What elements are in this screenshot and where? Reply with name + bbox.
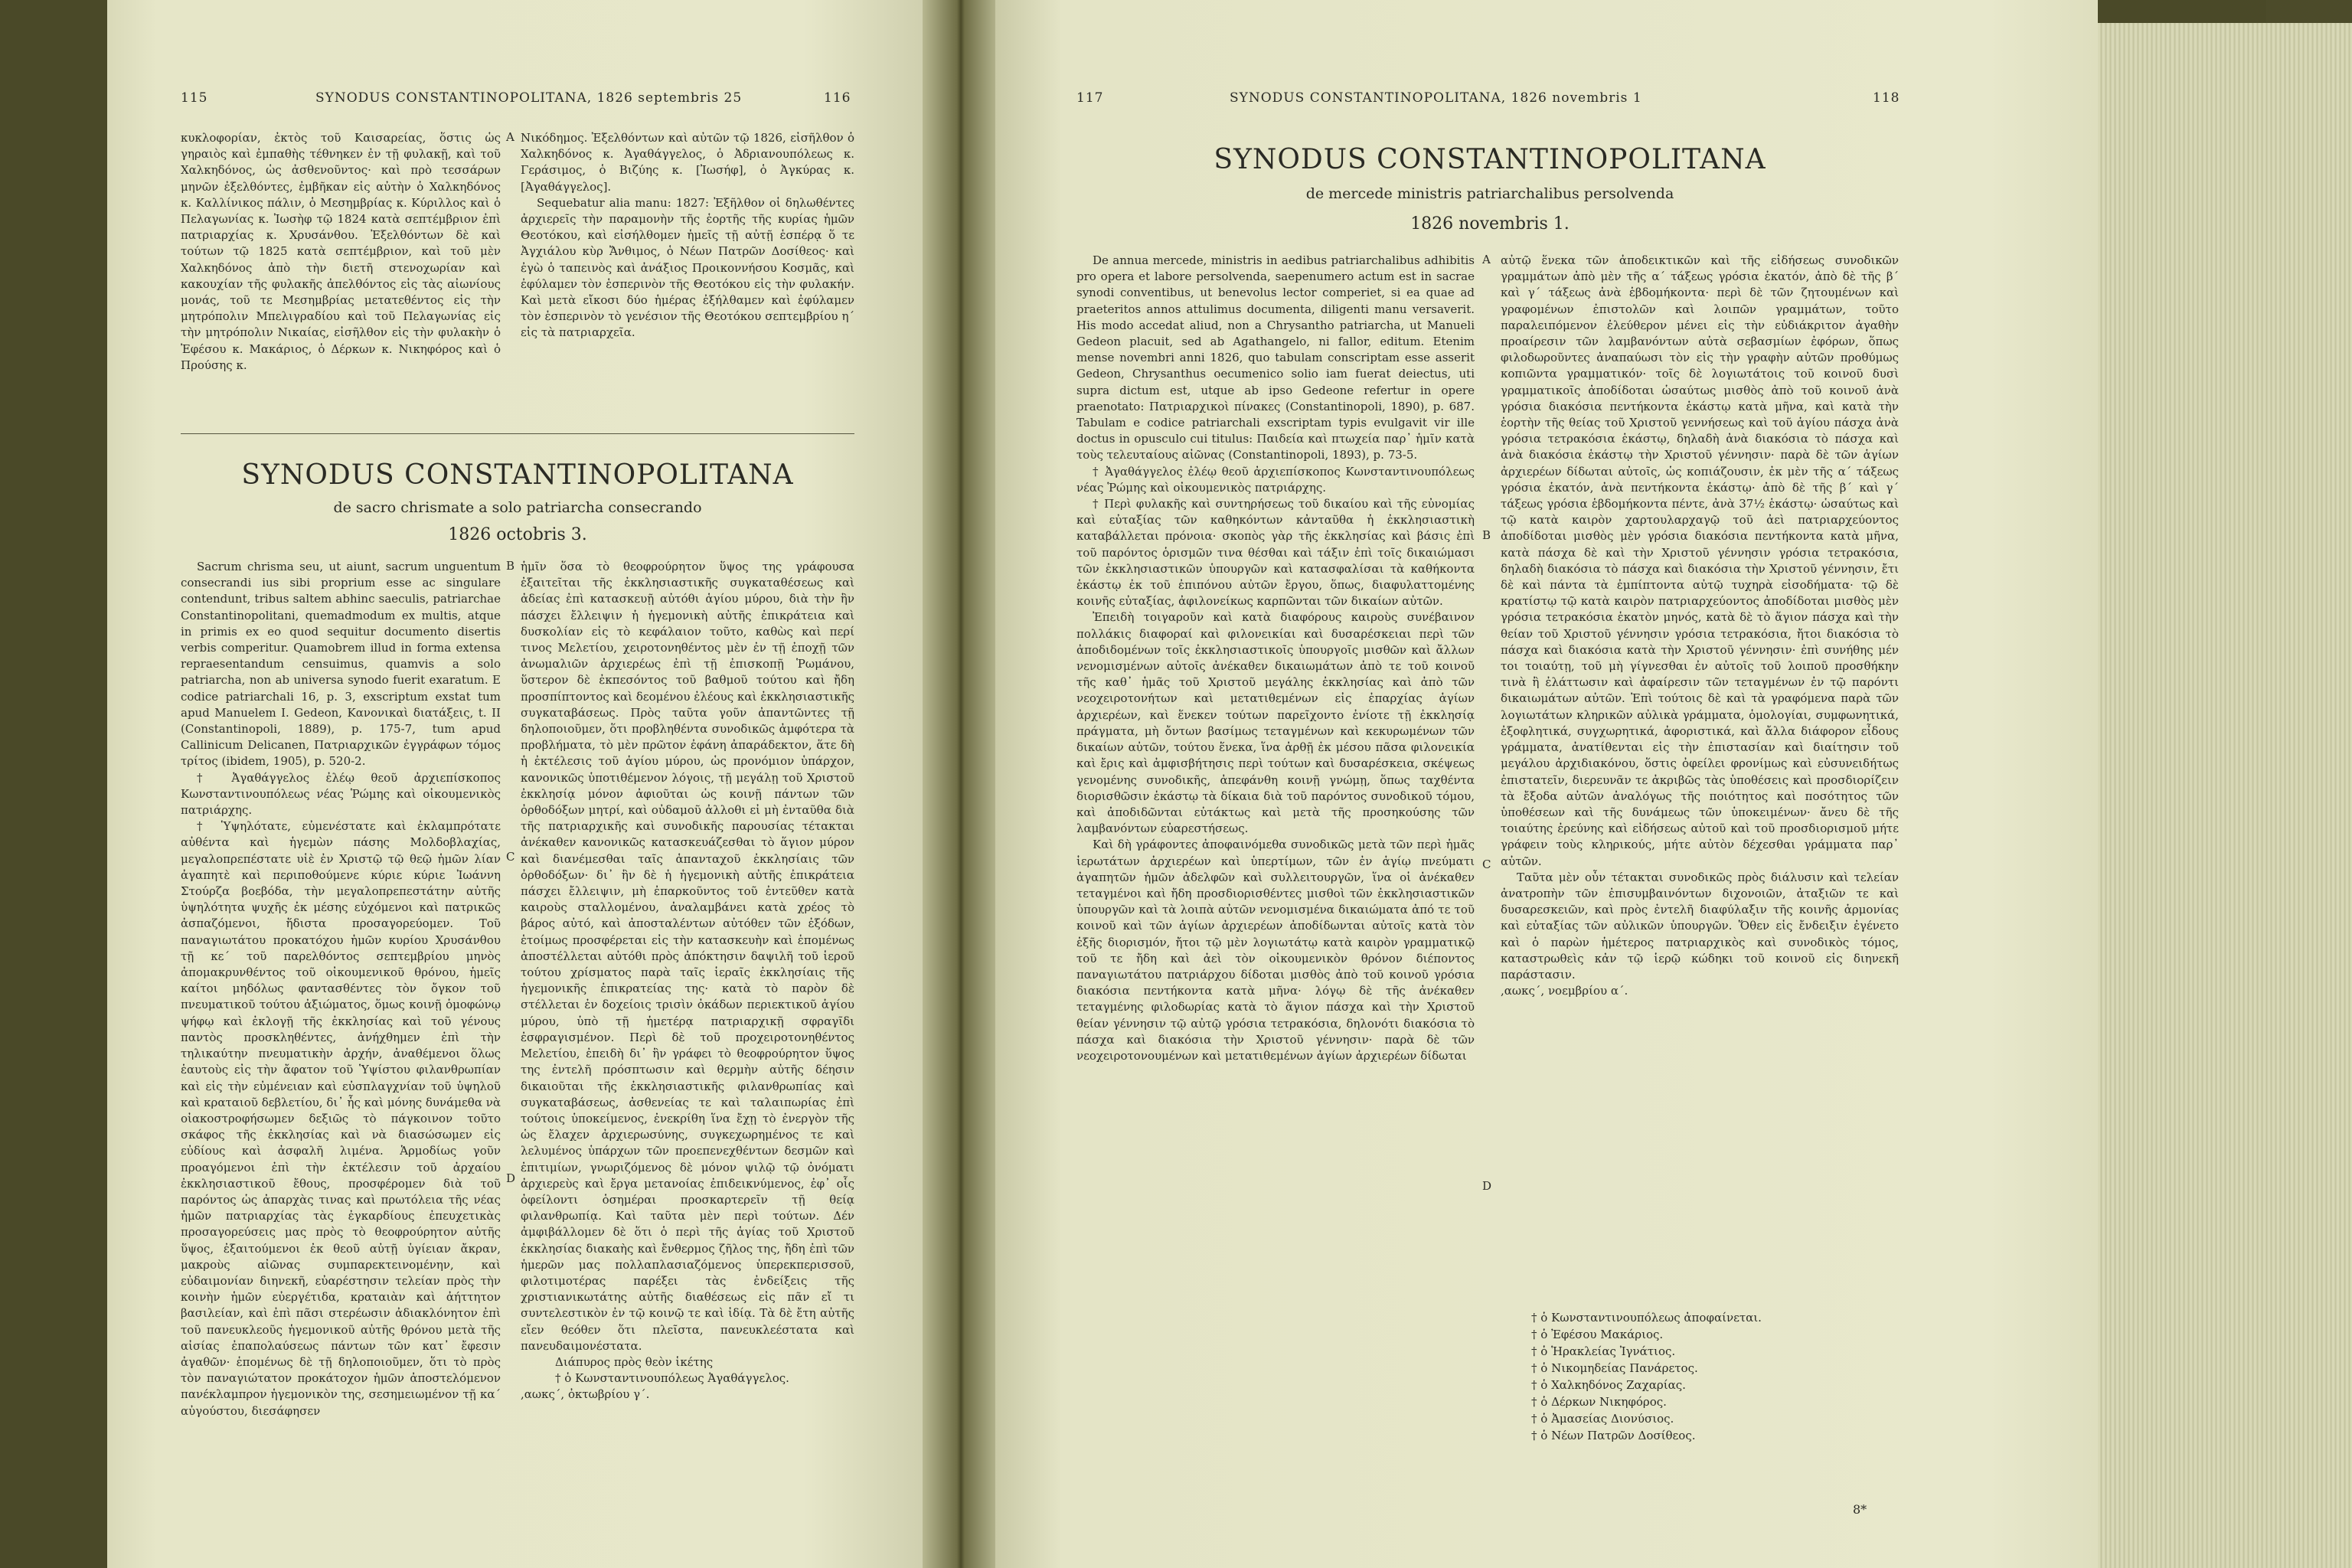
right-page bbox=[995, 0, 2098, 1568]
date-line: ,αωκς΄, ὀκτωβρίου γ΄. bbox=[521, 1387, 650, 1402]
margin-marker-c: C bbox=[1482, 858, 1491, 871]
right-column-1 bbox=[1076, 253, 1475, 1554]
running-title: SYNODUS CONSTANTINOPOLITANA, 1826 novembris 1 bbox=[1230, 90, 1642, 106]
left-top-column-2 bbox=[521, 130, 854, 406]
paragraph: αὐτῷ ἕνεκα τῶν ἀποδεικτικῶν καὶ τῆς εἰδήσεως συνοδικῶν γραμμάτων ἀπὸ μὲν τῆς α΄ τάξεως γρόσια ἑκατόν, ἀπὸ δὲ τῆς β΄ καὶ γ΄ τάξεως ἀνὰ ἑβδομήκοντα· περὶ δὲ τῶν ζητουμένων καὶ γραφομένων ἐπιστολῶν καὶ λοιπῶν γραμμάτων, τοῦτο παραλειπόμενον ἐλεύθερον μένει εἰς τὴν εὐδιάκριτον ἀγαθὴν προαίρεσιν τῶν λαμβανόντων αὐτὰ σεβασμίων ἐφόρων, ὅπως φιλοδωροῦντες ἀναπαύωσι τὸν εἰς τὴν γραφὴν αὐτῶν προθύμως κοπιῶντα γραμματικόν· τοῖς δὲ λογιωτάτοις τοῦ κοινοῦ δυσὶ γραμματικοῖς ἀποδίδοται ὡσαύτως μισθὸς ἀπὸ τοῦ κοινοῦ ἀνὰ γρόσια διακόσια πεντήκοντα ἑκάστῳ κατὰ μῆνα, καὶ κατὰ τὴν ἑορτὴν τῆς θείας τοῦ Χριστοῦ γεννήσεως καὶ τοῦ ἁγίου πάσχα ἀνὰ γρόσια τετρακόσια ἑκάστῳ, δηλαδὴ ἀνὰ διακόσια τὸ πάσχα καὶ ἀνὰ διακόσια ἑκάστῳ τὴν Χριστοῦ γέννησιν· παρὰ δὲ τῶν ἁγίων ἀρχιερέων δίδωται αὐτοῖς, ὡς κοπιάζουσιν, ἐκ μὲν τῆς α΄ τάξεως γρόσια ἑκατόν, ἀνὰ πεντήκοντα ἑκάστῳ· ἀπὸ δὲ τῆς β΄ καὶ γ΄ τάξεως γρόσια ἑβδομήκοντα πέντε, ἀνὰ 37½ ἑκάστῳ· ὡσαύτως καὶ τῷ κατὰ καιρὸν χαρτουλαρχαγῷ τοῦ ἀεὶ πατριαρχεύοντος ἀποδίδοται μισθὸς μὲν γρόσια διακόσια πεντήκοντα κατὰ μῆνα, κατὰ πάσχα δὲ καὶ τὴν Χριστοῦ γέννησιν γρόσια τετρακόσια, δηλαδὴ διακόσια τὸ πάσχα καὶ διακόσια τὴν Χριστοῦ γέννησιν, ἔτι δὲ καὶ πάντα τὰ ἐμπίπτοντα αὐτῷ τυχηρὰ εἰσοδήματα· τῷ δὲ κρατίστῳ τῷ κατὰ καιρὸν πατριαρχεύοντος ἀποδίδοται μισθὸς μὲν γρόσια τετρακόσια ἑκατὸν μηνός, κατὰ δὲ τὸ ἅγιον πάσχα καὶ τὴν θείαν τοῦ Χριστοῦ γέννησιν γρόσια τετρακόσια, ἤτοι διακόσια τὸ πάσχα καὶ διακόσια κατὰ τὴν Χριστοῦ γέννησιν· ἐπὶ συνήθης μέν τοι τοιαύτῃ, τοῦ μὴ γίγνεσθαι ἐν αὐτοῖς τοῦ λοιποῦ προσθήκην τινὰ ἢ ἐλάττωσιν καὶ ἀφαίρεσιν τῶν τεταγμένων ἐν τῷ παρόντι δικαιωμάτων αὐτῶν. Ἐπὶ τούτοις δὲ καὶ τὰ γραφόμενα παρὰ τῶν λογιωτάτων κληρικῶν αὐλικὰ γράμματα, ὁμολογίαι, συμφωνητικά, ἐξοφλητικά, συγχωρητικά, ἀφοριστικά, καὶ ἄλλα διάφορον εἶδους γράμματα, ἀνατίθενται εἰς τὴν ἐπιστασίαν καὶ διαίτησιν τοῦ μεγάλου ἀρχιδιακόνου, ὅστις ὀφείλει φρονίμως καὶ εὐσυνειδήτως ἐπιστατεῖν, διερευνᾶν τε ἀκριβῶς τὰς ὑποθέσεις καὶ προσδιορίζειν τὰ ἔξοδα αὐτῶν ἀναλόγως τῆς ποιότητος καὶ ποσότητος τῶν ὑποθέσεων καὶ τῆς δυνάμεως τῶν ὑποκειμένων· ἄνευ δὲ τῆς τοιαύτης ἐρεύνης καὶ εἰδήσεως αὐτοῦ καὶ τοῦ προσδιορισμοῦ μήτε γράφειν τοὺς κληρικούς, μήτε αὐτὸν δέχεσθαι γράμματα παρ᾽ αὐτῶν. bbox=[1501, 253, 1899, 868]
paragraph: † Ἀγαθάγγελος ἐλέῳ θεοῦ ἀρχιεπίσκοπος Κωνσταντινουπόλεως νέας Ῥώμης καὶ οἰκουμενικὸς πατριάρχης. bbox=[181, 770, 501, 818]
left-main-column-2 bbox=[521, 559, 854, 1554]
section-title: SYNODUS CONSTANTINOPOLITANA bbox=[1214, 144, 1766, 175]
date-line: ,αωκς΄, νοεμβρίου α΄. bbox=[1501, 984, 1628, 998]
page-number-116: 116 bbox=[824, 90, 851, 106]
paragraph: † Ἀγαθάγγελος ἐλέῳ θεοῦ ἀρχιεπίσκοπος Κωνσταντινουπόλεως νέας Ῥώμης καὶ οἰκουμενικὸς πατριάρχης. bbox=[1076, 464, 1475, 495]
signature-mark: 8* bbox=[1853, 1502, 1867, 1517]
paragraph: † Ὑψηλότατε, εὐμενέστατε καὶ ἐκλαμπρότατε αὐθέντα καὶ ἡγεμὼν πάσης Μολδοβλαχίας, μεγαλοπρεπέστατε υἱὲ ἐν Χριστῷ τῷ θεῷ ἡμῶν λίαν ἀγαπητὲ καὶ περιποθούμενε κύριε κύριε Ἰωάννη Στούρζα βοεβόδα, τὴν μεγαλοπρεπεστάτην αὐτῆς ὑψηλότητα ψυχῆς ἐκ μέσης εὐχόμενοι καὶ πατρικῶς ἀσπαζόμενοι, ἥδιστα προσαγορεύομεν. Τοῦ παναγιωτάτου προκατόχου ἡμῶν κυρίου Χρυσάνθου τῇ κε΄ τοῦ παρελθόντος σεπτεμβρίου μηνὸς ἀπομακρυνθέντος τοῦ οἰκουμενικοῦ θρόνου, ἡμεῖς καίτοι μηδόλως φαντασθέντες τὸν ὄγκον τοῦ πνευματικοῦ τούτου ἀξιώματος, ὅμως κοινῇ ὁμοφώνῳ ψήφῳ καὶ ἐκλογῇ τῆς ἐκκλησίας καὶ τοῦ γένους παντὸς προσκληθέντες, ἀνήχθημεν ἐπὶ τὴν τηλικαύτην πνευματικὴν ἀρχήν, ἀναθέμενοι ὅλως ἑαυτοὺς εἰς τὴν ἄφατον τοῦ Ὑψίστου φιλανθρωπίαν καὶ εἰς τὴν εὐμένειαν καὶ εὐσπλαγχνίαν τοῦ ὑψηλοῦ καὶ κραταιοῦ δεβλετίου, δι᾽ ἧς καὶ μόνης δυνάμεθα νὰ οἰακοστροφήσωμεν δεξιῶς τὸ πάγκοινον τοῦτο σκάφος τῆς ἐκκλησίας καὶ νὰ διασώσωμεν εἰς εὐδίους καὶ ἀσφαλῆ λιμένα. Ἁρμοδίως γοῦν προαγόμενοι ἐπὶ τὴν ἐκτέλεσιν τοῦ ἀρχαίου ἐκκλησιαστικοῦ ἔθους, προσφέρομεν διὰ τοῦ παρόντος ὡς ἀπαρχὰς τινας καὶ πρωτόλεια τῆς νέας ἡμῶν πατριαρχίας τὰς ἐγκαρδίους ἐπευχετικὰς προσαγορεύσεις μας πρὸς τὸ θεοφρούρητον αὐτῆς ὕψος, ἐξαιτούμενοι ἐκ θεοῦ αὐτῇ ὑγίειαν ἄκραν, μακροὺς αἰῶνας συμπαρεκτεινομένην, καὶ εὐδαιμονίαν διηνεκῆ, εὐαρέστησιν τελείαν πρὸς τὴν κοινὴν ἡμῶν εὐεργέτιδα, κραταιὰν καὶ ἀήττητον βασιλείαν, καὶ ἐπὶ πᾶσι στερέωσιν ἀδιακλόνητον ἐπὶ τοῦ πανευκλεοῦς ἡγεμονικοῦ αὐτῆς θρόνου μετὰ τῆς αἰσίας ἐπαπολαύσεως πάντων τῶν κατ᾽ ἔφεσιν ἀγαθῶν· ἑπομένως δὲ τῇ δηλοποιοῦμεν, ὅτι τὸ πρὸς τὸν παναγιώτατον προκάτοχον ἡμῶν ἀποστελόμενον πανέκλαμπρον ἡγεμονικὸν της, σεσημειωμένον τῇ κα΄ αὐγούστου, διεσάφησεν bbox=[181, 819, 501, 1418]
section-date: 1826 octobris 3. bbox=[448, 525, 587, 544]
paragraph: † Περὶ φυλακῆς καὶ συντηρήσεως τοῦ δικαίου καὶ τῆς εὐνομίας καὶ εὐταξίας τῶν καθηκόντων κἀνταῦθα ἡ ἐκκλησιαστικὴ καταβάλλεται πρόνοια· σκοπὸς γὰρ τῆς ἐκκλησίας καὶ βάσις ἐπὶ τοῦ παρόντος ὁρισμῶν τινα θέσθαι καὶ τάξιν ἐπὶ τοῖς δικαιώμασι τῶν ἐκκλησιαστικῶν ὑπουργῶν καὶ κατασφαλίσαι τὰ καθήκοντα ἑκάστῳ ἐκ τοῦ ἐπιπόνου αὐτῶν ἔργου, ὅπως, διαφυλαττομένης κοινῆς εὐταξίας, ἀφιλονείκως καρπῶνται τῶν δικαίων αὐτῶν. bbox=[1076, 497, 1475, 609]
signature-line: † ὁ Ἐφέσου Μακάριος. bbox=[1531, 1328, 1664, 1341]
left-top-column-1 bbox=[181, 130, 501, 406]
left-main-column-1 bbox=[181, 559, 501, 1554]
signature-line: † ὁ Ἀμασείας Διονύσιος. bbox=[1531, 1412, 1674, 1426]
signature-list bbox=[1531, 1309, 1899, 1444]
signature-line: † ὁ Νικομηδείας Πανάρετος. bbox=[1531, 1361, 1698, 1375]
page-number-118: 118 bbox=[1873, 90, 1900, 106]
paragraph: Νικόδημος. Ἐξελθόντων καὶ αὐτῶν τῷ 1826, εἰσῆλθον ὁ Χαλκηδόνος κ. Ἀγαθάγγελος, ὁ Ἀδριανουπόλεως κ. Γεράσιμος, ὁ Βιζύης κ. [Ἰωσήφ], ὁ Ἀγκύρας κ. [Ἀγαθάγγελος]. bbox=[521, 131, 854, 194]
margin-marker-d: D bbox=[506, 1171, 516, 1185]
paragraph: κυκλοφορίαν, ἐκτὸς τοῦ Καισαρείας, ὅστις ὡς γηραιὸς καὶ ἐμπαθὴς τέθνηκεν ἐν τῇ φυλακῇ, καὶ τοῦ Χαλκηδόνος, ὡς ἀσθενοῦντος· καὶ πρὸ τεσσάρων μηνῶν ἐξελθόντες, ἐμβῆκαν εἰς αὐτὴν ὁ Χαλκηδόνος κ. Καλλίνικος πάλιν, ὁ Μεσημβρίας κ. Κύριλλος καὶ ὁ Πελαγωνίας κ. Ἰωσὴφ τῷ 1824 κατὰ σεπτέμβριον ἐπὶ πατριαρχίας κ. Χρυσάνθου. Ἐξελθόντων δὲ καὶ τούτων τῷ 1825 κατὰ σεπτέμβριον, καὶ τοῦ μὲν Χαλκηδόνος ἀπὸ τὴν διετῆ στενοχωρίαν καὶ κακουχίαν τῆς φυλακῆς ἀπελθόντος εἰς τὰς αἰωνίους μονάς, τοῦ τε Μεσημβρίας μετατεθέντος εἰς τὴν μητρόπολιν Μπελιγραδίου καὶ τοῦ Πελαγωνίας εἰς τὴν μητρόπολιν Νικαίας, εἰσῆλθον εἰς τὴν φυλακὴν ὁ Ἐφέσου κ. Μακάριος, ὁ Δέρκων κ. Νικηφόρος καὶ ὁ Προύσης κ. bbox=[181, 131, 501, 372]
right-column-2 bbox=[1501, 253, 1899, 1309]
signature-line: † ὁ Νέων Πατρῶν Δοσίθεος. bbox=[1531, 1429, 1696, 1442]
page-stack-edge bbox=[2098, 23, 2352, 1568]
paragraph: Sacrum chrisma seu, ut aiunt, sacrum unguentum consecrandi ius sibi proprium esse ac singulare contendunt, tribus saltem abhinc saeculis, patriarchae Constantinopolitani, quemadmodum ex multis, atque in primis ex eo quod sequitur documento disertis verbis comperitur. Quamobrem illud in forma extensa repraesentandum censuimus, quamvis a solo patriarcha, non ab universa synodo fuerit exaratum. E codice patriarchali 16, p. 3, exscriptum exstat tum apud Manuelem I. Gedeon, Κανονικαὶ διατάξεις, t. II (Constantinopoli, 1889), p. 175-7, tum apud Callinicum Delicanen, Πατριαρχικῶν ἐγγράφων τόμος τρίτος (ibidem, 1905), p. 520-2. bbox=[181, 560, 501, 769]
section-subtitle: de sacro chrismate a solo patriarcha consecrando bbox=[333, 499, 702, 516]
paragraph: Καὶ δὴ γράφοντες ἀποφαινόμεθα συνοδικῶς μετὰ τῶν περὶ ἡμᾶς ἱερωτάτων ἀρχιερέων καὶ ὑπερτίμων, τῶν ἐν ἁγίῳ πνεύματι ἀγαπητῶν ἡμῶν ἀδελφῶν καὶ συλλειτουργῶν, ἵνα οἱ ἀνέκαθεν τεταγμένοι καὶ ἤδη προσδιορισθέντες μισθοὶ τῶν ἐκκλησιαστικῶν ὑπουργῶν καὶ τὰ λοιπὰ αὐτῶν νενομισμένα δικαιώματα ἀπό τε τοῦ κοινοῦ καὶ τῶν ἁγίων ἀρχιερέων ἀποδίδωνται αὐτοῖς κατὰ τὸν ἑξῆς διορισμόν, ἤτοι τῷ μὲν λογιωτάτῳ κατὰ καιρὸν γραμματικῷ τοῦ τε ἤδη καὶ ἀεὶ τὸν οἰκουμενικὸν θρόνον διέποντος παναγιωτάτου πατριάρχου δίδοται μισθὸς ἀπὸ τοῦ κοινοῦ γρόσια διακόσια πεντήκοντα κατὰ μῆνα· λόγῳ δὲ τῆς ἀνέκαθεν τεταγμένης φιλοδωρίας κατὰ τὸ ἅγιον πάσχα καὶ τὴν Χριστοῦ θείαν γέννησιν τῷ αὐτῷ γρόσια τετρακόσια, δηλονότι διακόσια τὸ πάσχα καὶ διακόσια τὴν Χριστοῦ γέννησιν· παρὰ δὲ τῶν νεοχειροτονουμένων καὶ μετατιθεμένων ἁγίων ἀρχιερέων δίδωται bbox=[1076, 838, 1475, 1063]
signature-line: † ὁ Δέρκων Νικηφόρος. bbox=[1531, 1395, 1667, 1409]
closing-formula: Διάπυρος πρὸς θεὸν ἱκέτης bbox=[555, 1354, 714, 1369]
paragraph: Sequebatur alia manu: 1827: Ἐξῆλθον οἱ δηλωθέντες ἀρχιερεῖς τὴν παραμονὴν τῆς ἑορτῆς τῆς κυρίας ἡμῶν Θεοτόκου, καὶ εἰσήλθομεν ἡμεῖς τῇ αὐτῇ ἑσπέρᾳ ὅ τε Ἀγχιάλου κὺρ Ἄνθιμος, ὁ Νέων Πατρῶν Δοσίθεος· καὶ ἐγὼ ὁ ταπεινὸς καὶ ἀνάξιος Προικοννήσου Κοσμᾶς, καὶ ἐφύλαμεν τὸν ἑσπερινὸν τῆς Θεοτόκου εἰς τὴν φυλακήν. Καὶ μετὰ εἴκοσι δύο ἡμέρας ἐξήλθαμεν καὶ ἐφύλαμεν τὸν ἑσπερινὸν τὸ γενέσιον τῆς Θεοτόκου σεπτεμβρίου η΄ εἰς τὰ πατριαρχεῖα. bbox=[521, 195, 854, 340]
margin-marker-c: C bbox=[506, 850, 515, 864]
margin-marker-b: B bbox=[506, 559, 515, 573]
page-number-117: 117 bbox=[1076, 90, 1104, 106]
margin-marker-b: B bbox=[1482, 528, 1491, 542]
book-gutter bbox=[923, 0, 999, 1568]
signature-line: † ὁ Κωνσταντινουπόλεως ἀποφαίνεται. bbox=[1531, 1311, 1762, 1325]
section-divider bbox=[181, 433, 854, 434]
page-number-115: 115 bbox=[181, 90, 208, 106]
paragraph: Ταῦτα μὲν οὖν τέτακται συνοδικῶς πρὸς διάλυσιν καὶ τελείαν ἀνατροπὴν τῶν ἐπισυμβαινόντων διχονοιῶν, ἀταξιῶν τε καὶ δυσαρεσκειῶν, καὶ πρὸς ἐντελῆ διαφύλαξιν τῆς κοινῆς ἁρμονίας καὶ εὐταξίας τῶν αὐλικῶν ὑπουργῶν. Ὅθεν εἰς ἔνδειξιν ἐγένετο καὶ ὁ παρὼν ἡμέτερος πατριαρχικὸς καὶ συνοδικὸς τόμος, καταστρωθεὶς κἀν τῷ ἱερῷ κώδηκι τοῦ κοινοῦ εἰς διηνεκῆ παράστασιν. bbox=[1501, 870, 1899, 982]
paragraph: Ἐπειδὴ τοιγαροῦν καὶ κατὰ διαφόρους καιροὺς συνέβαινον πολλάκις διαφοραί καὶ φιλονεικίαι καὶ δυσαρέσκειαι περὶ τῶν ἀποδιδομένων τοῖς ἐκκλησιαστικοῖς ὑπουργοῖς μισθῶν καὶ ἄλλων νενομισμένων αὐτοῖς ἀνέκαθεν δικαιωμάτων ἀπὸ τε τοῦ κοινοῦ τῆς καθ᾽ ἡμᾶς τοῦ Χριστοῦ μεγάλης ἐκκλησίας καὶ ἀπὸ τῶν νεοχειροτονήτων καὶ μετατιθεμένων εἰς ἐπαρχίας ἁγίων ἀρχιερέων, καὶ ἕνεκεν τούτων παρεῖχοντο ἐνίοτε τῇ ἐκκλησίᾳ πράγματα, μὴ ὄντων βασίμως τεταγμένων καὶ κεκυρωμένων τῶν δικαίων αὐτῶν, τούτου ἕνεκα, ἵνα ἀρθῇ ἐκ μέσου πᾶσα φιλονεικία καὶ ἔρις καὶ ἀμφισβήτησις περὶ τούτων καὶ δυσαρέσκεια, σκέψεως γενομένης συνοδικῆς, ἀπεφάνθη κοινῇ γνώμῃ, ὅπως ταχθέντα διορισθῶσιν ἑκάστῳ τὰ δίκαια διὰ τοῦ παρόντος συνοδικοῦ τόμου, καὶ ἀποδιδῶνται εὐτάκτως καὶ μετὰ τῆς προσηκούσης τῶν λαμβανόντων εὐαρεστήσεως. bbox=[1076, 610, 1475, 836]
section-subtitle: de mercede ministris patriarchalibus persolvenda bbox=[1305, 185, 1674, 202]
margin-marker-a: A bbox=[506, 130, 514, 144]
paragraph: ἡμῖν ὅσα τὸ θεοφρούρητον ὕψος της γράφουσα ἐξαιτεῖται τῆς ἐκκλησιαστικῆς συγκαταθέσεως καὶ ἀδείας ἐπὶ κατασκευῇ αὐτόθι ἁγίου μύρου, διὰ τὴν ἣν πάσχει ἔλλειψιν ἡ ἡγεμονικὴ αὐτῆς ἐπικράτεια καὶ δυσκολίαν εἰς τὸ κεφάλαιον τοῦτο, καθὼς καὶ περί τινος Μελετίου, χειροτονηθέντος μὲν ἐν τῇ ἐποχῇ τῶν ἀνωμαλιῶν ἀρχιερέως ἐπὶ τῇ ἐπισκοπῇ Ῥωμάνου, ὕστερον δὲ ἐκπεσόντος τοῦ βαθμοῦ τούτου καὶ ἤδη προσπίπτοντος καὶ δεομένου ἐλέους καὶ ἐκκλησιαστικῆς συγκαταβάσεως. Πρὸς ταῦτα γοῦν ἀπαντῶντες τῇ δηλοποιοῦμεν, ὅτι προβληθέντα συνοδικῶς ἀμφότερα τὰ προβλήματα, τὸ μὲν πρῶτον ἐφάνη ἀπαράδεκτον, ἅτε δὴ ἡ ἐκτέλεσις τοῦ ἁγίου μύρου, ὡς προνόμιον ὑπάρχον, κανονικῶς ὑποτιθέμενον λόγοις, τῇ μεγάλῃ τοῦ Χριστοῦ ἐκκλησίᾳ μόνον ἀφιοῦται ὡς κοινῇ πάντων τῶν ὀρθοδόξων μητρί, καὶ οὐδαμοῦ ἀλλοθι εἰ μὴ ἐνταῦθα διὰ τῆς πατριαρχικῆς καὶ συνοδικῆς παρουσίας τέτακται ἀνέκαθεν κανονικῶς κατασκευάζεσθαι τὸ ἅγιον μύρον καὶ διανέμεσθαι ταῖς ἁπανταχοῦ ἐκκλησίαις τῶν ὀρθοδόξων· δι᾽ ἣν δὲ ἡ ἡγεμονικὴ αὐτῆς ἐπικράτεια πάσχει ἔλλειψιν, μὴ ἐπαρκοῦντος τοῦ ἐντεῦθεν κατὰ καιροὺς σταλλομένου, ἀναλαμβάνει κατὰ χρέος τὸ βάρος αὐτό, καὶ ἀποσταλέντων αὐτόθεν τῶν ἐξόδων, ἑτοίμως προσφέρεται εἰς τὴν κατασκευὴν καὶ ἑπομένως ἀποστέλλεται αὐτόθι πρὸς ἀπόκτησιν δαψιλῆ τοῦ ἱεροῦ τούτου χρίσματος παρὰ ταῖς ἱεραῖς ἐκκλησίαις τῆς ἡγεμονικῆς ἐπικρατείας της· κατὰ τὸ παρὸν δὲ στέλλεται ἐν δοχείοις τρισὶν ὀκάδων περιεκτικοῦ ἁγίου μύρου, ὑπὸ τῇ ἡμετέρᾳ πατριαρχικῇ σφραγῖδι ἐσφραγισμένον. Περὶ δὲ τοῦ προχειροτονηθέντος Μελετίου, ἐπειδὴ δι᾽ ἣν γράφει τὸ θεοφρούρητον ὕψος της ἐντελῆ πρόσπτωσιν καὶ θερμὴν αὐτῆς δέησιν δικαιοῦται τῆς ἐκκλησιαστικῆς φιλανθρωπίας καὶ συγκαταβάσεως, ἀσθενείας τε καὶ ταλαιπωρίας ἐπὶ τούτοις ὑποκείμενος, ἐνεκρίθη ἵνα ἔχῃ τὸ ἐνεργὸν τῆς ὡς ἔλαχεν ἀρχιερωσύνης, συγκεχωρημένος τε καὶ λελυμένος ὑπάρχων τῶν προεπενεχθέντων δεσμῶν καὶ ἐπιτιμίων, γνωριζόμενος δὲ μόνον ψιλῷ τῷ ὀνόματι ἀρχιερεὺς καὶ ἔργα μετανοίας ἐπιδεικνύμενος, ἐφ᾽ οἷς ὀφείλοντι ὁσημέραι προσκαρτερεῖν τῇ θείᾳ φιλανθρωπίᾳ. Καὶ ταῦτα μὲν περὶ τούτων. Δέν ἀμφιβάλλομεν δὲ ὅτι ὁ περὶ τῆς ἁγίας τοῦ Χριστοῦ ἐκκλησίας διακαὴς καὶ ἔνθερμος ζῆλος της, ἤδη ἐπὶ τῶν ἡμερῶν μας πολλαπλασιαζόμενος ὑπερεκπερισσοῦ, φιλοτιμοτέρας παρέξει τὰς ἐνδείξεις τῆς χριστιανικωτάτης αὐτῆς διαθέσεως εἰς πᾶν εἴ τι συντελεστικὸν ἐν τῷ κοινῷ τε καὶ ἰδίᾳ. Τὰ δὲ ἔτη αὐτῆς εἴεν θεόθεν ὅτι πλεῖστα, πανευκλεέστατα καὶ πανευδαιμονέστατα. bbox=[521, 560, 854, 1353]
margin-marker-a: A bbox=[1482, 253, 1491, 266]
section-title: SYNODUS CONSTANTINOPOLITANA bbox=[241, 459, 794, 491]
signature-line: † ὁ Ἡρακλείας Ἰγνάτιος. bbox=[1531, 1344, 1676, 1358]
signature-line: † ὁ Χαλκηδόνος Ζαχαρίας. bbox=[1531, 1378, 1686, 1392]
paragraph: De annua mercede, ministris in aedibus patriarchalibus adhibitis pro opera et labore persolvenda, saepenumero actum est in sacrae synodi conventibus, ut benevolus lector comperiet, si ea quae ad praeteritos annos attulimus documenta, diligenti manu versaverit. His modo accedat aliud, non a Chrysantho patriarcha, ut Manueli Gedeon placuit, sed ab Agathangelo, ni fallor, editum. Etenim mense novembri anni 1826, quo tabulam conscriptam esse asserit Gedeon, Chrysanthus oecumenico solio iam fuerat deiectus, uti supra dictum est, utque ab ipso Gedeone refertur in opere praenotato: Πατριαρχικοὶ πίνακες (Constantinopoli, 1890), p. 687. Tabulam e codice patriarchali exscriptam typis evulgavit vir ille doctus in opusculo cui titulus: Παιδεία καὶ πτωχεία παρ᾽ ἡμῖν κατὰ τοὺς τελευταίους αἰῶνας (Constantinopoli, 1893), p. 73-5. bbox=[1076, 253, 1475, 462]
signature: † ὁ Κωνσταντινουπόλεως Ἀγαθάγγελος. bbox=[555, 1371, 789, 1386]
running-title: SYNODUS CONSTANTINOPOLITANA, 1826 septembris 25 bbox=[315, 90, 743, 106]
margin-marker-d: D bbox=[1482, 1179, 1492, 1193]
section-date: 1826 novembris 1. bbox=[1410, 214, 1570, 234]
left-page bbox=[107, 0, 926, 1568]
